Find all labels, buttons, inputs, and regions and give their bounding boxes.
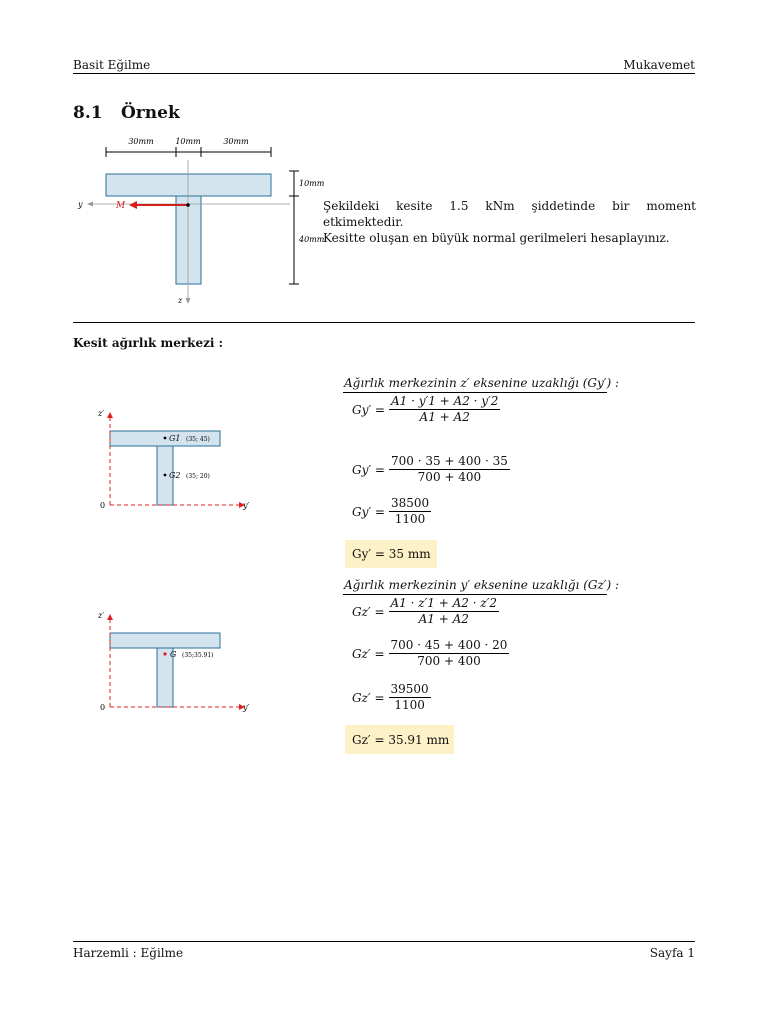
calc-y-f2-num: 700 · 35 + 400 · 35 — [390, 454, 508, 468]
problem-text — [323, 198, 696, 246]
dim-right-top: 10mm — [299, 179, 325, 188]
moment-label: M — [116, 201, 126, 211]
calc-z-f3-den: 1100 — [394, 698, 425, 712]
calc-z-formula-1 — [352, 596, 499, 627]
calc-z-lhs-1: Gz′ = — [352, 604, 385, 619]
dim-top-mid: 10mm — [175, 137, 201, 146]
calc-z-f1-den: A1 + A2 — [418, 612, 469, 626]
footer-rule — [73, 941, 695, 942]
header-left: Basit Eğilme — [73, 58, 151, 72]
fig1-origin: 0 — [100, 501, 106, 510]
subheading: Kesit ağırlık merkezi : — [73, 336, 224, 350]
dim-right-bottom: 40mm — [299, 235, 325, 244]
footer-left: Harzemli : Eğilme — [73, 946, 184, 960]
header-rule — [73, 73, 695, 74]
g-label: G — [170, 650, 177, 659]
calc-z-f2-den: 700 + 400 — [417, 654, 481, 668]
calc-z-formula-3 — [352, 682, 431, 713]
t-section-figure — [70, 135, 340, 310]
section-number: 8.1 — [73, 103, 103, 123]
fig1-axis-y: y′ — [243, 501, 250, 510]
g-coord: (35;35.91) — [182, 652, 214, 659]
calc-y-formula-2 — [352, 454, 510, 485]
g2-coord: (35; 20) — [186, 473, 210, 480]
calc-y-formula-3 — [352, 496, 431, 527]
section-title: Örnek — [121, 103, 180, 123]
calc-y-f1-den: A1 + A2 — [419, 410, 470, 424]
g2-label: G2 — [169, 471, 181, 480]
t-flange — [106, 174, 271, 196]
calc-z-result: Gz′ = 35.91 mm — [352, 733, 450, 747]
calc-y-heading: Ağırlık merkezinin z′ eksenine uzaklığı (Gy′) : — [344, 376, 620, 390]
fig2-axis-z: z′ — [98, 611, 105, 620]
calc-y-lhs-2: Gy′ = — [352, 462, 385, 477]
calc-z-lhs-3: Gz′ = — [352, 690, 385, 705]
section-rule — [73, 322, 695, 323]
centroid-figure-1 — [90, 405, 265, 520]
calc-z-f3-num: 39500 — [390, 682, 429, 696]
fig2-axis-y: y′ — [243, 703, 250, 712]
calc-y-lhs-1: Gy′ = — [352, 402, 385, 417]
centroid-figure-2 — [90, 607, 265, 722]
calc-y-f3-num: 38500 — [390, 496, 430, 510]
axis-y-label: y — [78, 200, 83, 209]
fig1-axis-z: z′ — [98, 409, 105, 418]
calc-z-lhs-2: Gz′ = — [352, 646, 385, 661]
footer-right: Sayfa 1 — [649, 946, 695, 960]
calc-z-f1-num: A1 · z′1 + A2 · z′2 — [390, 596, 498, 610]
t-web — [176, 196, 201, 284]
problem-line-1: Şekildeki kesite 1.5 kNm şiddetinde bir moment etkimektedir. — [323, 199, 696, 229]
calc-z-formula-2 — [352, 638, 509, 669]
g1-coord: (35; 45) — [186, 436, 210, 443]
calc-y-f1-num: A1 · y′1 + A2 · y′2 — [390, 394, 499, 408]
dim-top-left: 30mm — [128, 137, 154, 146]
calc-y-f3-den: 1100 — [394, 512, 426, 526]
calc-z-heading: Ağırlık merkezinin y′ eksenine uzaklığı (Gz′) : — [344, 578, 620, 592]
fig2-origin: 0 — [100, 703, 106, 712]
calc-y-lhs-3: Gy′ = — [352, 504, 385, 519]
calc-y-f2-den: 700 + 400 — [417, 470, 482, 484]
calc-y-rule — [343, 392, 607, 393]
calc-z-rule — [343, 594, 607, 595]
axis-z-label: z — [178, 296, 183, 305]
header-right: Mukavemet — [623, 58, 695, 72]
problem-line-2: Kesitte oluşan en büyük normal gerilmeleri hesaplayınız. — [323, 231, 670, 245]
calc-y-formula-1 — [352, 394, 500, 425]
calc-y-result: Gy′ = 35 mm — [352, 547, 431, 561]
calc-z-f2-num: 700 · 45 + 400 · 20 — [390, 638, 508, 652]
dim-top-right: 30mm — [223, 137, 249, 146]
g1-label: G1 — [169, 434, 181, 443]
